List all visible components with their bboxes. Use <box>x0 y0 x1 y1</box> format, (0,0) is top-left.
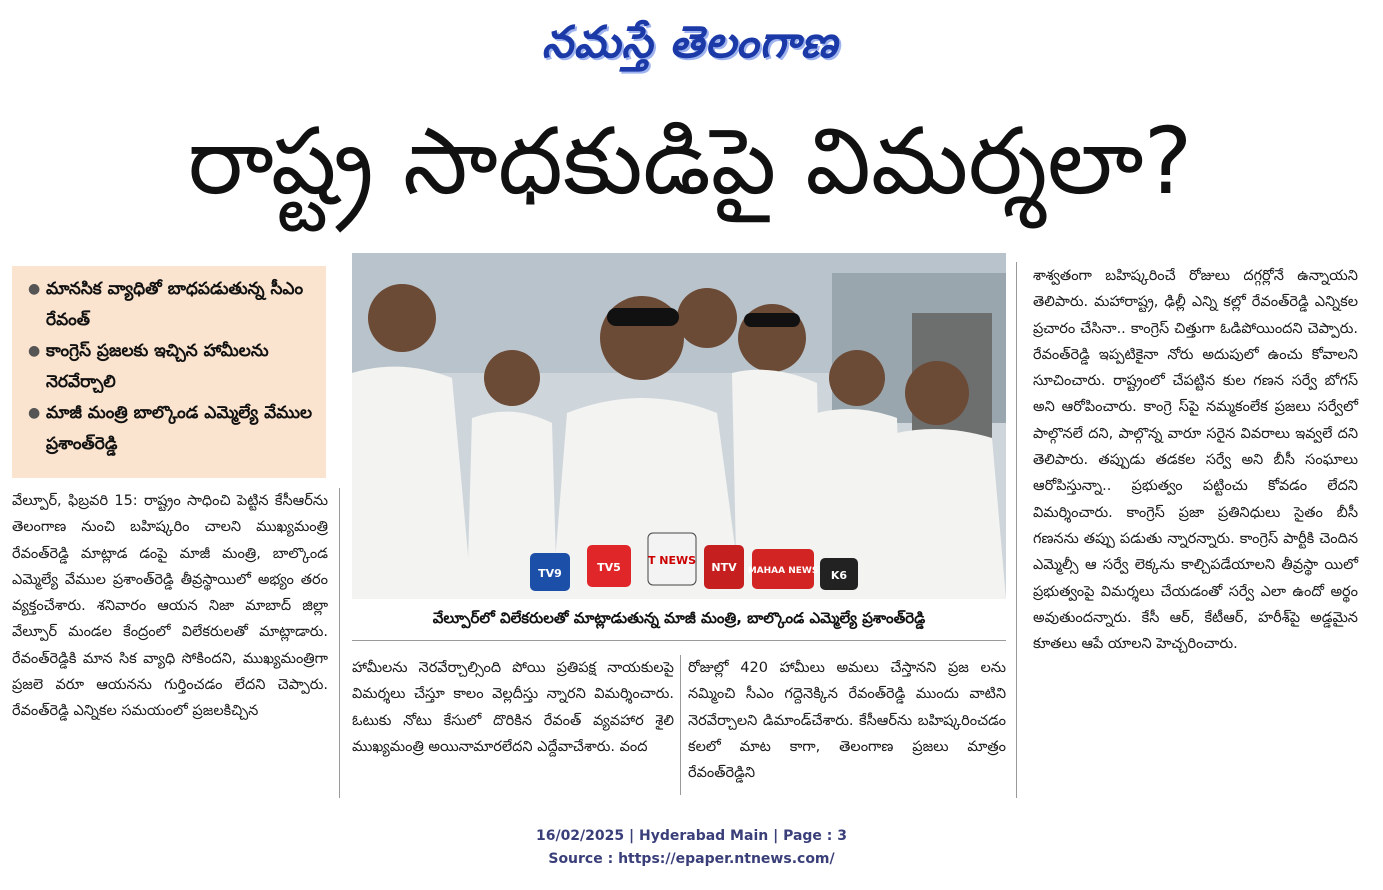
article-column-1 <box>12 488 328 798</box>
footer-dateline: 16/02/2025 | Hyderabad Main | Page : 3 <box>535 828 848 844</box>
bullet-icon: ● <box>28 281 41 297</box>
column-divider <box>680 655 681 795</box>
highlight-text: కాంగ్రెస్ ప్రజలకు ఇచ్చిన హామీలను నెరవేర్చాలి <box>46 341 269 392</box>
footer-source: Source : https://epaper.ntnews.com/ <box>548 851 835 867</box>
article-column-4 <box>1033 263 1358 799</box>
mic-label: MAHAA NEWS <box>747 566 819 576</box>
mic-label: NTV <box>711 561 737 574</box>
photo-caption: వేల్పూర్‌లో విలేకరులతో మాట్లాడుతున్న మాజీ మంత్రి, బాల్కొండ ఎమ్మెల్యే ప్రశాంత్‌రెడ్డి <box>432 609 926 627</box>
headline: రాష్ట్ర సాధకుడిపై విమర్శలా? <box>187 108 1193 215</box>
bullet-icon: ● <box>28 405 41 421</box>
highlight-item <box>28 274 316 336</box>
masthead-logo: నమస్తే తెలంగాణ <box>541 17 839 68</box>
highlight-text: మానసిక వ్యాధితో బాధపడుతున్న సీఎం రేవంత్ <box>46 279 304 330</box>
article-text: రోజుల్లో 420 హామీలు అమలు చేస్తానని ప్రజ లను నమ్మించి సీఎం గద్దెనెక్కిన రేవంత్‌రెడ్డి ముందు వాటిని నెరవేర్చాలని డిమాండ్‌చేశారు. కేసీఆర్‌ను బహిష్కరించడం కలలో మాట కాగా, తెలంగాణ ప్రజలు మాత్రం రేవంత్‌రెడ్డిని <box>688 660 1006 782</box>
highlight-text: మాజీ మంత్రి బాల్కొండ ఎమ్మెల్యే వేముల ప్రశాంత్‌రెడ్డి <box>46 403 313 454</box>
article-text: శాశ్వతంగా బహిష్కరించే రోజులు దగ్గర్లోనే ఉన్నాయని తెలిపారు. మహారాష్ట్ర, ఢిల్లీ ఎన్ని కల్లో రేవంత్‌రెడ్డి ఎన్నికల ప్రచారం చేసినా.. కాంగ్రెస్ చిత్తుగా ఓడిపోయిందని చెప్పారు. రేవంత్‌రెడ్డి ఇప్పటికైనా నోరు అదుపులో ఉంచు కోవాలని సూచించారు. రాష్ట్రంలో చేపట్టిన కుల గణన సర్వే బోగస్ అని ఆరోపించారు. కాంగ్రె స్‌పై నమ్మకంలేక ప్రజలు సర్వేలో పాల్గొనలే దని, పాల్గొన్న వారూ సరైన వివరాలు ఇవ్వలే దని తెలిపారు. తప్పుడు తడకల సర్వే అని బీసీ సంఘాలు ఆరోపిస్తున్నా.. ప్రభుత్వం పట్టించు కోవడం లేదని విమర్శించారు. కాంగ్రెస్ ప్రజా ప్రతినిధులు సైతం బీసీ గణనను తప్పు పడుతు న్నారన్నారు. కాంగ్రెస్ పార్టీకి చెందిన ఎమ్మెల్సీ ఆ సర్వే లెక్కను కాల్చిపడేయాలని తీవ్రస్థా యిలో ప్రభుత్వంపై విమర్శలు చేయడంతో సర్వే ఎలా ఉందో అర్థం అవుతుందన్నారు. కేసీ ఆర్, కేటీఆర్, హరీశ్‌పై అడ్డమైన కూతలు ఆపే యాలని హెచ్చరించారు. <box>1033 268 1358 653</box>
bullet-icon: ● <box>28 343 41 359</box>
article-text: వేల్పూర్, ఫిబ్రవరి 15: రాష్ట్రం సాధించి పెట్టిన కేసీఆర్‌ను తెలంగాణ నుంచి బహిష్కరిం చాలని ముఖ్యమంత్రి రేవంత్‌రెడ్డి మాట్లాడ డంపై మాజీ మంత్రి, బాల్కొండ ఎమ్మెల్యే వేముల ప్రశాంత్‌రెడ్డి తీవ్రస్థాయిలో అభ్యం తరం వ్యక్తంచేశారు. శనివారం ఆయన నిజా మాబాద్ జిల్లా వేల్పూర్ మండల కేంద్రంలో విలేకరులతో మాట్లాడారు. రేవంత్‌రెడ్డికి మాన సిక వ్యాధి సోకిందని, ముఖ్యమంత్రిగా ప్రజలె వరూ ఆయనను గుర్తించడం లేదని చెప్పారు. రేవంత్‌రెడ్డి ఎన్నికల సమయంలో ప్రజలకిచ్చిన <box>12 493 328 720</box>
highlight-item <box>28 398 316 460</box>
article-text: హామీలను నెరవేర్చాల్సింది పోయి ప్రతిపక్ష నాయకులపై విమర్శలు చేస్తూ కాలం వెల్లదీస్తు న్నారని విమర్శించారు. ఓటుకు నోటు కేసులో దొరికిన రేవంత్ వ్యవహార శైలి ముఖ్యమంత్రి అయినామారలేదని ఎద్దేవాచేశారు. వంద <box>352 660 674 755</box>
highlights-box <box>12 266 326 478</box>
caption-rule <box>352 640 1006 641</box>
mic-label: TV5 <box>597 561 621 574</box>
press-meet-photo <box>352 253 1006 599</box>
article-column-2 <box>352 655 674 795</box>
news-photo <box>352 253 1006 599</box>
mic-label: K6 <box>830 569 848 582</box>
column-divider <box>339 488 340 798</box>
article-column-3 <box>688 655 1006 795</box>
mic-label: T NEWS <box>647 554 697 567</box>
column-divider <box>1016 262 1017 798</box>
mic-label: TV9 <box>538 567 562 580</box>
highlight-item <box>28 336 316 398</box>
